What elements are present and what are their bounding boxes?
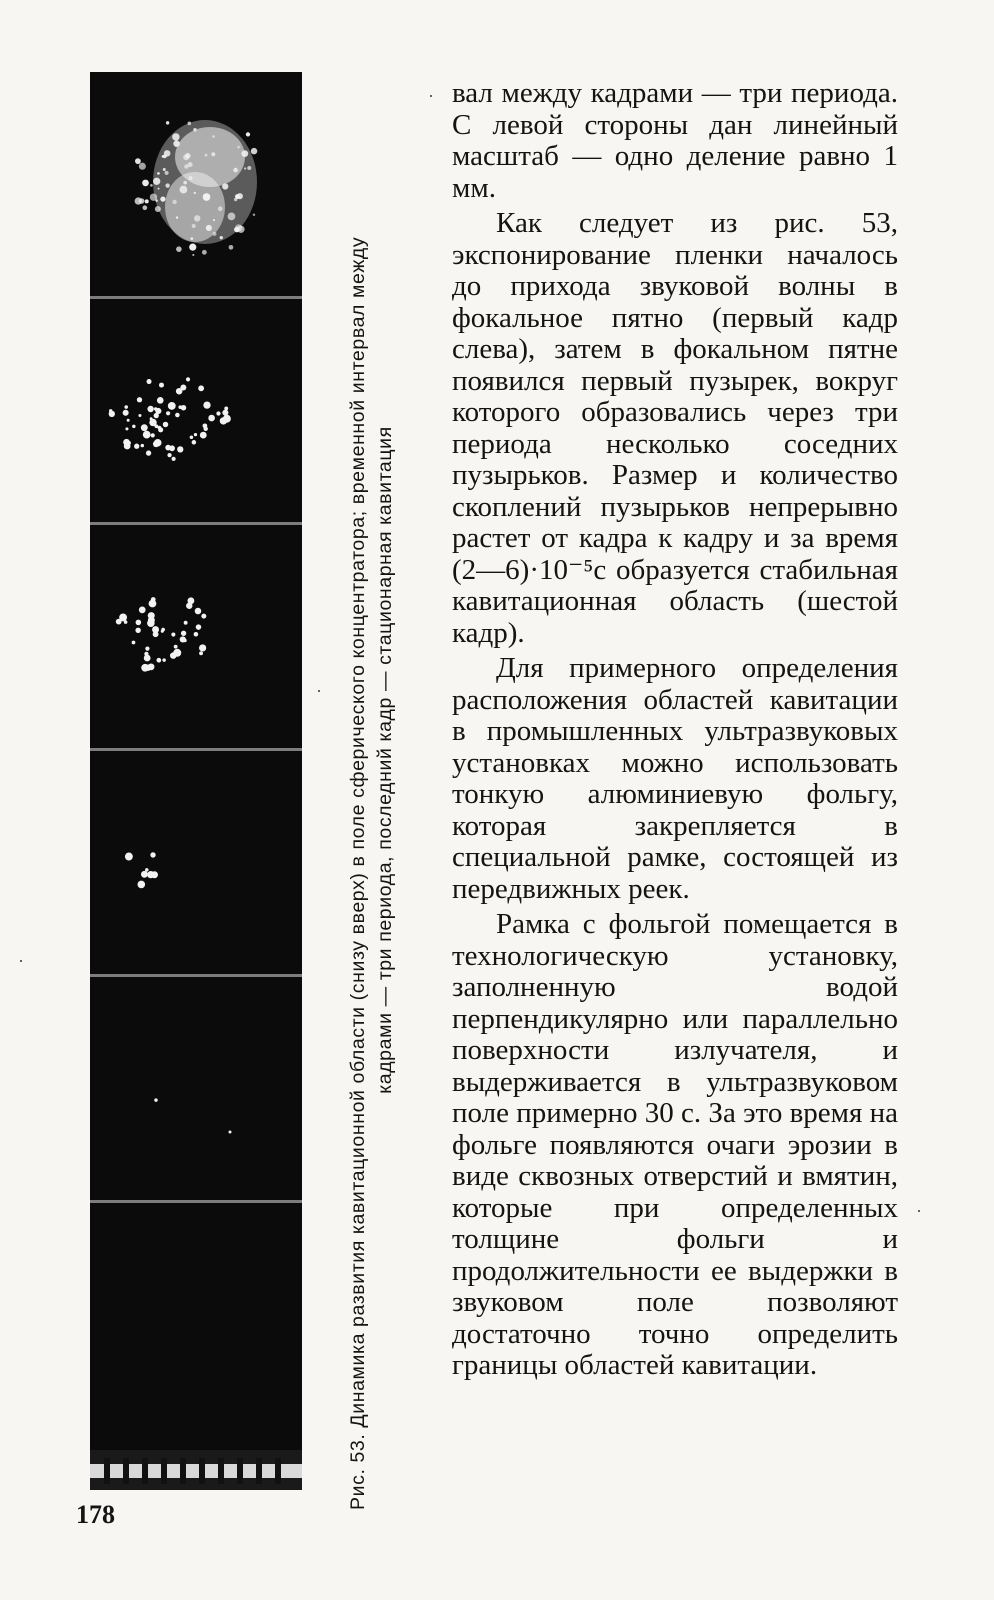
- bubble: [127, 441, 131, 445]
- bubble: [116, 619, 122, 625]
- figure-caption: [345, 70, 405, 1510]
- bubble: [178, 405, 182, 409]
- bubble: [158, 188, 160, 190]
- bubble: [151, 433, 155, 437]
- bubble: [193, 128, 196, 131]
- bubble: [220, 417, 227, 424]
- bubble: [216, 411, 220, 415]
- bubble: [141, 444, 144, 447]
- bubble: [158, 427, 163, 432]
- scale-tick: [104, 1458, 110, 1484]
- bubble: [165, 171, 169, 175]
- bubble: [192, 224, 196, 228]
- bubble: [147, 406, 153, 412]
- bubble: [144, 652, 148, 656]
- bubble: [205, 193, 207, 195]
- bubble: [195, 608, 202, 615]
- bubble: [123, 410, 129, 416]
- bubble: [194, 215, 200, 221]
- bubble: [136, 620, 142, 626]
- frame-separator: [90, 296, 302, 299]
- bubble: [146, 450, 151, 455]
- bubble: [152, 626, 159, 633]
- page-number: 178: [76, 1500, 115, 1529]
- bubble: [150, 852, 155, 857]
- bubble: [181, 631, 186, 636]
- bubble: [229, 1131, 232, 1134]
- bubble: [180, 385, 186, 391]
- bubble: [166, 121, 169, 124]
- scale-tick: [237, 1458, 243, 1484]
- bubble: [220, 236, 223, 239]
- bubble: [145, 647, 149, 651]
- scan-speck: [918, 1210, 920, 1212]
- bubble: [235, 194, 240, 199]
- bubble: [190, 237, 193, 240]
- bubble: [141, 871, 148, 878]
- bubble: [177, 446, 183, 452]
- bubble: [186, 603, 192, 609]
- bubble: [139, 606, 146, 613]
- bubble: [142, 205, 147, 210]
- bubble: [222, 183, 228, 189]
- bubble: [159, 383, 164, 388]
- scale-tick: [275, 1458, 281, 1484]
- bubble: [171, 632, 175, 636]
- bubble: [150, 417, 153, 420]
- bubble: [148, 617, 155, 624]
- frame-separator: [90, 1200, 302, 1203]
- bubble: [135, 197, 142, 204]
- bubble: [157, 172, 160, 175]
- bubble: [154, 439, 162, 447]
- body-text: [452, 78, 898, 1386]
- bubble: [134, 444, 139, 449]
- bubble: [165, 445, 171, 451]
- bubble: [172, 200, 176, 204]
- bubble: [213, 219, 215, 221]
- bubble: [234, 227, 240, 233]
- bubble: [132, 641, 136, 645]
- frame-separator: [90, 748, 302, 751]
- bubble: [180, 636, 186, 642]
- bubble: [172, 133, 179, 140]
- bubble: [206, 225, 212, 231]
- scale-tick: [218, 1458, 224, 1484]
- caption-line-2: кадрами — три периода, последний кадр — стационарная кавитация: [374, 426, 396, 1094]
- bubble: [153, 178, 160, 185]
- bubble: [201, 614, 206, 619]
- bubble: [154, 1098, 157, 1101]
- bubble: [199, 644, 206, 651]
- film-frames: [90, 72, 302, 1490]
- bubble: [179, 186, 187, 194]
- bubble: [222, 410, 228, 416]
- scale-tick: [256, 1458, 262, 1484]
- bubble: [162, 155, 165, 158]
- bubble: [244, 167, 246, 169]
- bubble: [135, 158, 141, 164]
- scale-tick: [199, 1458, 205, 1484]
- bubble: [124, 405, 128, 409]
- bubble: [224, 407, 228, 411]
- bubble: [196, 624, 202, 630]
- bubble: [168, 402, 176, 410]
- bubble: [187, 122, 191, 126]
- bubble: [241, 150, 248, 157]
- bubble: [150, 193, 157, 200]
- bubble: [218, 206, 223, 211]
- bubble: [184, 621, 188, 625]
- bubble: [189, 244, 196, 251]
- bubble: [172, 457, 176, 461]
- bubble: [194, 433, 197, 436]
- bubble: [147, 871, 154, 878]
- bubble: [157, 397, 164, 404]
- bubble: [202, 250, 207, 255]
- scale-strip: [90, 1464, 302, 1478]
- bubble: [246, 132, 250, 136]
- bubble: [139, 163, 146, 170]
- bubble: [160, 196, 165, 201]
- bubble: [213, 232, 217, 236]
- bubble: [192, 440, 197, 445]
- bubble: [199, 651, 203, 655]
- bubble: [155, 206, 161, 212]
- bubble: [183, 181, 187, 185]
- scale-tick: [161, 1458, 167, 1484]
- bubble: [208, 415, 215, 422]
- bubble: [198, 385, 204, 391]
- bubble: [148, 663, 155, 670]
- bubble: [229, 245, 234, 250]
- paragraph-4: Рамка с фольгой помещается в технологическую установку, заполненную водой перпендикулярно или параллельно поверхности излучателя, и выдерживается в ультразвуковом поле примерно 30 с. За это время на фольге появляются очаги эрозии в виде сквозных отверстий и вмятин, которые при определенных толщине фольги и продолжительности ее выдержки в звуковом поле позволяют достаточно точно определить границы областей кавитации.: [452, 908, 898, 1381]
- bubble: [167, 453, 171, 457]
- bubble: [125, 427, 128, 430]
- bubble: [141, 664, 149, 672]
- bubble: [211, 152, 215, 156]
- bubble: [141, 424, 148, 431]
- bubble: [137, 397, 142, 402]
- bubble: [142, 180, 149, 187]
- bubble: [233, 168, 238, 173]
- frame-separator: [90, 522, 302, 525]
- bubble: [163, 168, 166, 171]
- caption-line-1: Рис. 53. Динамика развития кавитационной области (снизу вверх) в поле сферического концентратора; временной интервал между: [347, 236, 369, 1510]
- bubble: [184, 164, 188, 168]
- bubble: [212, 135, 215, 138]
- bubble: [194, 192, 196, 194]
- bubble: [150, 184, 153, 187]
- bubble: [151, 597, 156, 602]
- bubble: [183, 154, 189, 160]
- bubble: [146, 379, 151, 384]
- cavitation-cloud: [165, 172, 225, 242]
- paragraph-2: Как следует из рис. 53, экспонирование пленки началось до прихода звуковой волны в фокальное пятно (первый кадр слева), затем в фокальном пятне появился первый пузырек, вокруг которого образовались через три периода несколько соседних пузырьков. Размер и количество скоплений пузырьков непрерывно растет от кадра к кадру и за время (2—6)·10⁻⁵с образуется стабильная кавитационная область (шестой кадр).: [452, 207, 898, 649]
- bubble: [174, 645, 178, 649]
- bubble: [170, 652, 177, 659]
- bubble: [186, 377, 190, 381]
- scale-tick: [142, 1458, 148, 1484]
- bubble: [237, 146, 240, 149]
- bubble: [125, 853, 133, 861]
- bubble: [138, 881, 146, 889]
- bubble: [138, 414, 141, 417]
- bubble: [109, 411, 115, 417]
- bubble: [204, 427, 208, 431]
- bubble: [247, 166, 251, 170]
- bubble: [205, 154, 208, 157]
- bubble: [203, 401, 210, 408]
- bubble: [175, 413, 180, 418]
- bubble: [132, 425, 135, 428]
- bubble: [164, 150, 171, 157]
- bubble: [176, 246, 182, 252]
- bubble: [192, 254, 194, 256]
- scan-speck: [430, 95, 432, 97]
- bubble: [166, 411, 170, 415]
- bubble: [156, 658, 161, 663]
- bubble: [162, 658, 165, 661]
- scale-tick: [180, 1458, 186, 1484]
- bubble: [253, 214, 255, 216]
- bubble: [251, 148, 257, 154]
- bubble: [135, 628, 140, 633]
- frame-separator: [90, 974, 302, 977]
- scale-tick: [123, 1458, 129, 1484]
- scan-speck: [318, 690, 320, 692]
- bubble: [176, 216, 178, 218]
- bubble: [194, 632, 199, 637]
- bubble: [161, 628, 165, 632]
- bubble: [143, 431, 151, 439]
- bubble: [173, 140, 180, 147]
- bubble: [163, 422, 168, 427]
- bubble: [127, 419, 130, 422]
- film-strip-photo: [90, 72, 302, 1490]
- bubble: [190, 435, 194, 439]
- film-background: [90, 72, 302, 1490]
- scan-speck: [20, 960, 22, 962]
- bubble: [145, 199, 149, 203]
- bubble: [228, 213, 236, 221]
- bubble: [155, 408, 161, 414]
- paragraph-3: Для примерного определения расположения областей кавитации в промышленных ультразвуковых установках можно использовать тонкую алюминиевую фольгу, которая закрепляется в специальной рамке, состоящей из передвижных реек.: [452, 652, 898, 905]
- paragraph-1: вал между кадрами — три периода. С левой стороны дан линейный масштаб — одно деление равно 1 мм.: [452, 77, 898, 204]
- bubble: [165, 183, 169, 187]
- bubble: [189, 176, 193, 180]
- bubble: [200, 432, 207, 439]
